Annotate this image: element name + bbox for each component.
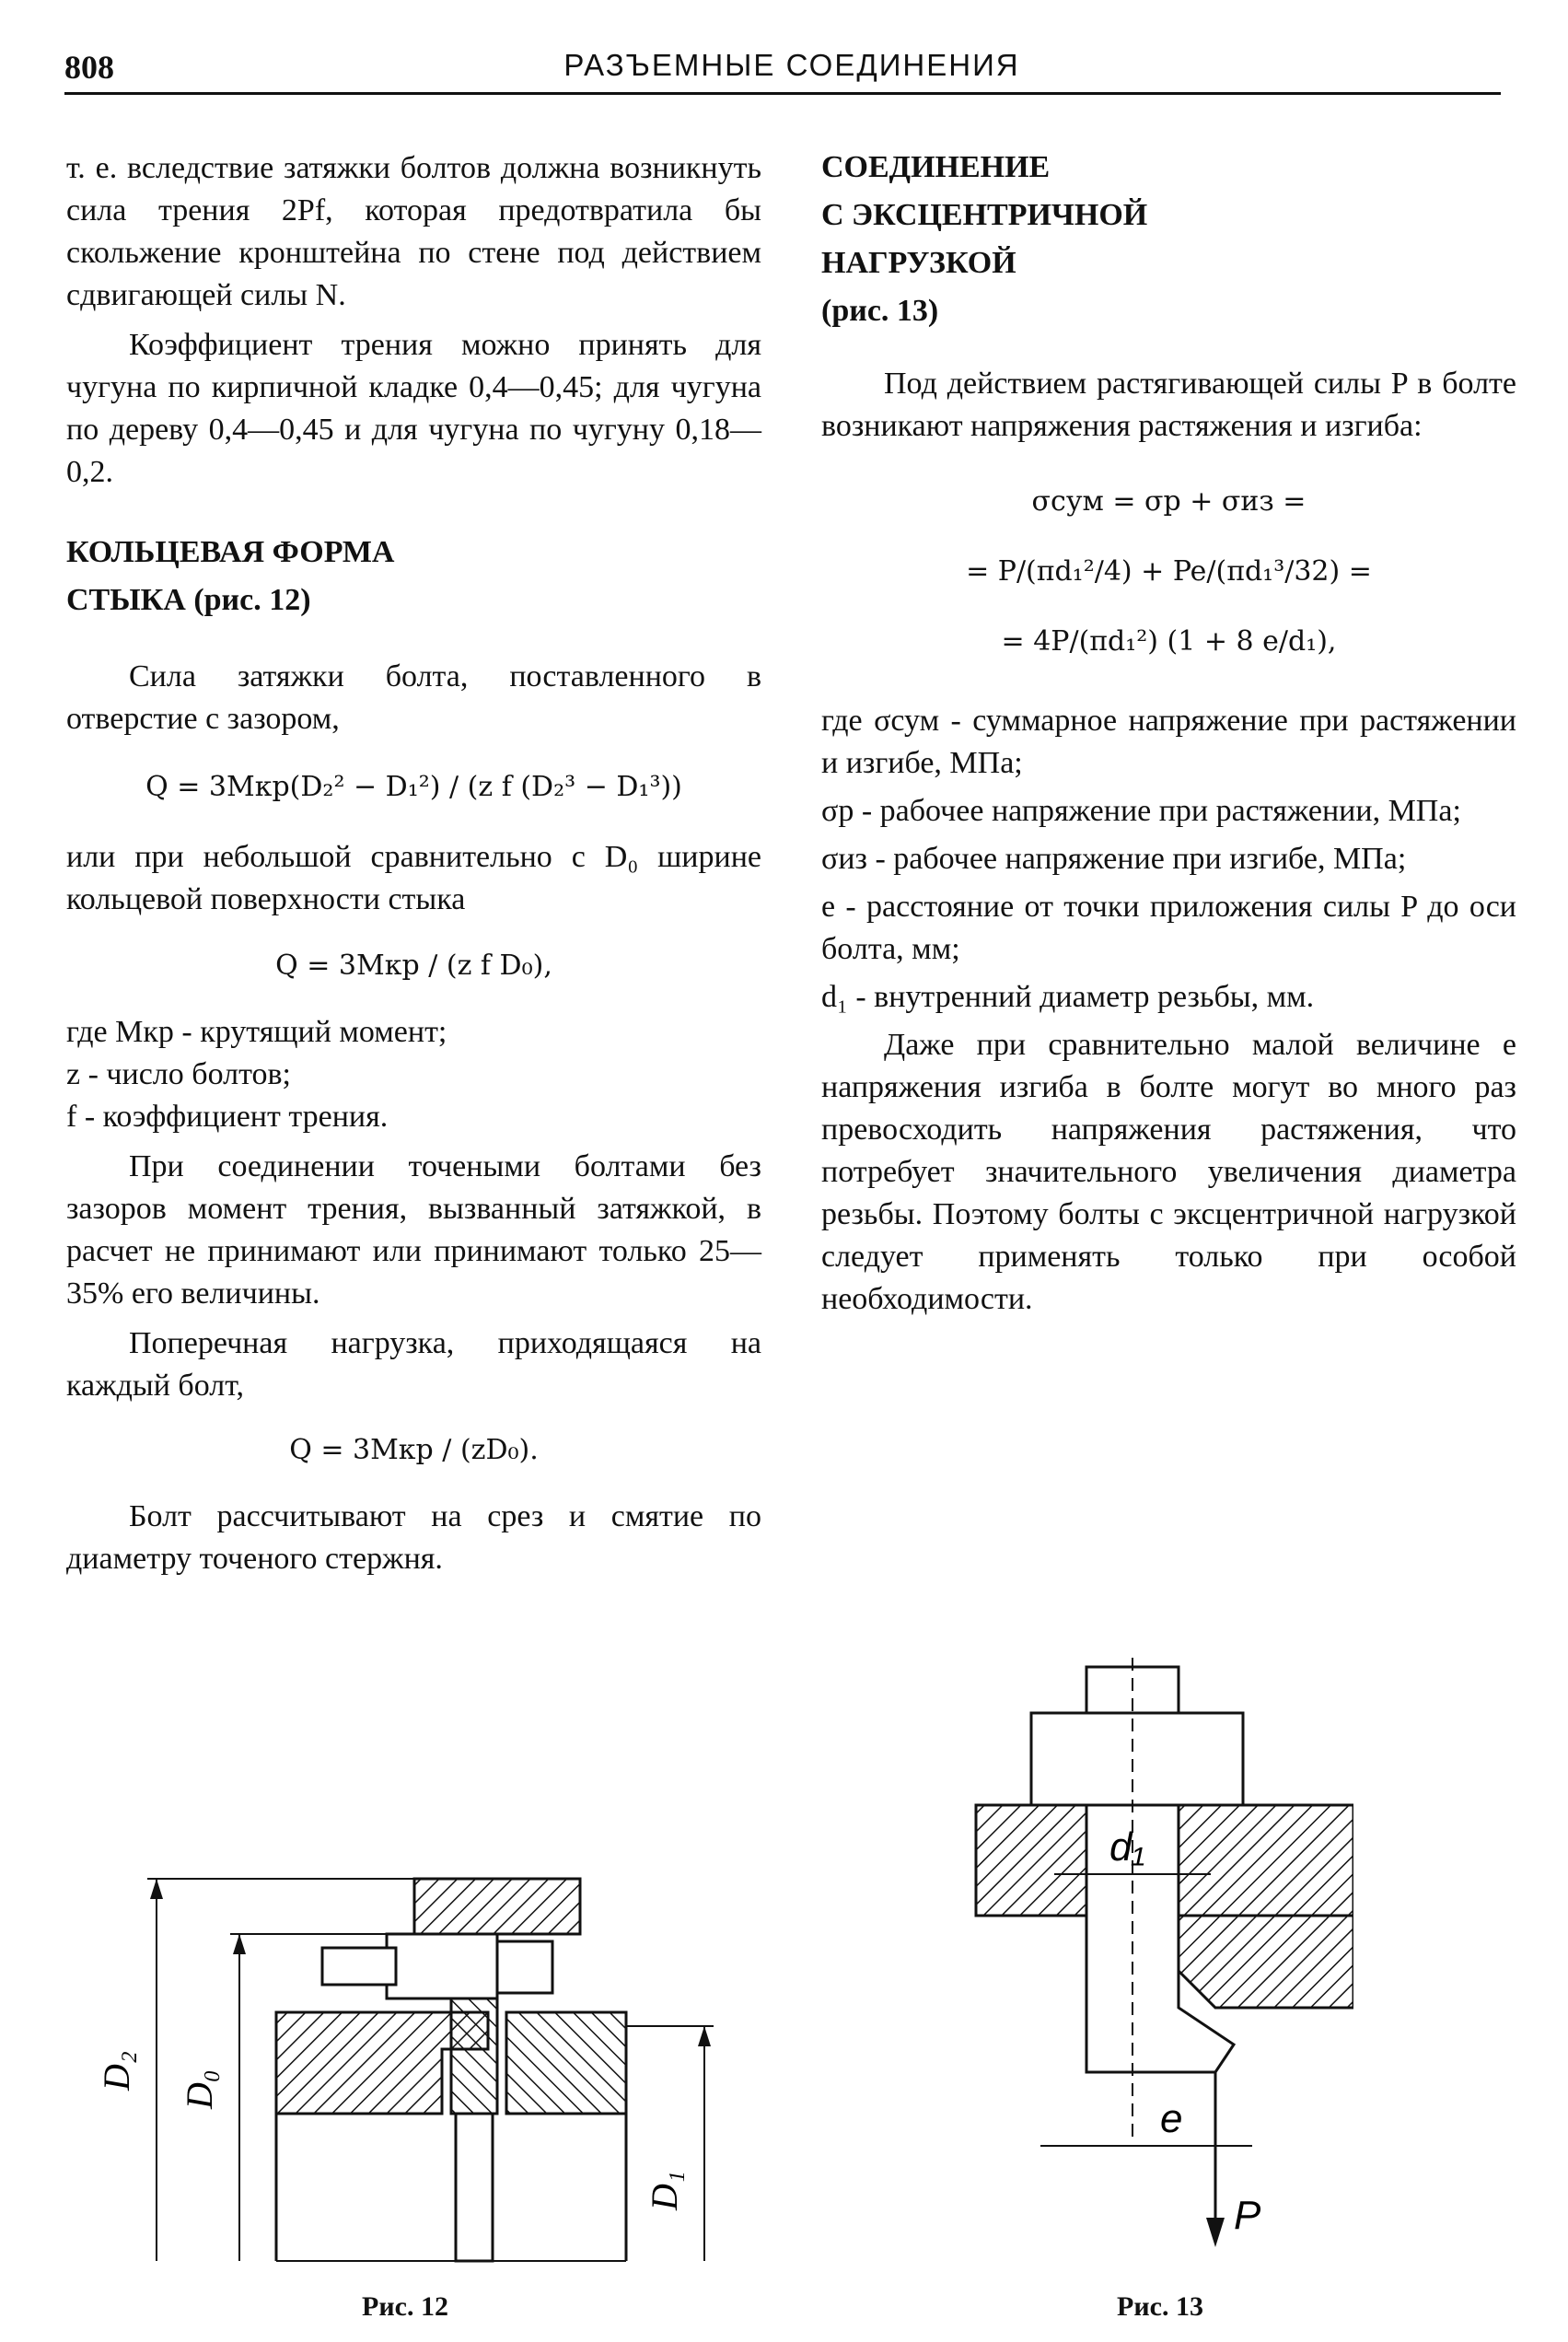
formula-stress-fractions: = P/(πd₁²/4) + Pe/(πd₁³/32) = — [966, 555, 1372, 588]
figure-12-caption: Рис. 12 — [362, 2291, 448, 2322]
figure-13-caption: Рис. 13 — [1117, 2291, 1203, 2322]
lower-part — [1179, 1916, 1353, 2008]
label-D0: D₀ — [179, 2069, 220, 2109]
formula-ring-friction: Q = 3Mкр(D₂² − D₁²) / (z f (D₂³ − D₁³)) — [145, 771, 682, 803]
definition-sigma-p: σр - рабочее напряжение при растяжении, МПа; — [821, 794, 1461, 828]
page-number: 808 — [64, 49, 114, 86]
section-heading-ring-1: КОЛЬЦЕВАЯ ФОРМА — [66, 535, 395, 569]
plate-right — [1179, 1805, 1353, 1916]
figure-13-eccentric-bolt — [967, 1658, 1353, 2266]
label-D2: D₂ — [96, 2051, 137, 2091]
bolt-nut — [387, 1934, 497, 1998]
definition-friction: f - коэффициент трения. — [66, 1100, 389, 1134]
running-title: РАЗЪЕМНЫЕ СОЕДИНЕНИЯ — [563, 48, 1020, 82]
section-heading-ring-2: СТЫКА (рис. 12) — [66, 583, 311, 617]
label-D1: D₁ — [644, 2171, 685, 2210]
left-paragraph-2: Коэффициент трения можно принять для чугуна по кирпичной кладке 0,4—0,45; для чугуна по дереву 0,4—0,45 и для чугуна по чугуну 0,18—0,2. — [66, 328, 761, 489]
left-paragraph-3: Сила затяжки болта, поставленного в отверстие с зазором, — [66, 659, 761, 736]
left-column — [66, 147, 761, 1588]
definition-bolt-count: z - число болтов; — [66, 1057, 291, 1091]
left-paragraph-1: т. е. вследствие затяжки болтов должна возникнуть сила трения 2Pf, которая предотвратила бы скольжение кронштейна по стене под действием сдвигающей силы N. — [66, 151, 761, 312]
section-heading-eccentric-3: НАГРУЗКОЙ — [821, 246, 1016, 280]
top-lug — [414, 1879, 580, 1934]
right-flange — [506, 2012, 626, 2114]
label-P: P — [1234, 2193, 1261, 2238]
shaft — [456, 2114, 493, 2261]
definition-eccentricity: e - расстояние от точки приложения силы P до оси болта, мм; — [821, 890, 1516, 966]
definition-sigma-bend: σиз - рабочее напряжение при изгибе, МПа; — [821, 842, 1407, 876]
section-heading-eccentric-2: С ЭКСЦЕНТРИЧНОЙ — [821, 198, 1148, 232]
left-paragraph-6: Поперечная нагрузка, приходящаяся на каждый болт, — [66, 1326, 761, 1403]
section-heading-eccentric-1: СОЕДИНЕНИЕ — [821, 150, 1051, 184]
right-paragraph-2: Даже при сравнительно малой величине e напряжения изгиба в болте могут во много раз превосходить напряжения растяжения, что потребует значительного увеличения диаметра резьбы. Поэтому болты с эксцентричной нагрузкой следует применять только при особой необходимости. — [821, 1028, 1516, 1316]
formula-transverse-load: Q = 3Mкр / (zD₀). — [289, 1434, 539, 1466]
figure-12-ring-joint — [92, 1860, 755, 2275]
right-column — [821, 147, 1516, 1328]
label-e: e — [1160, 2096, 1183, 2141]
label-d1: d₁ — [1109, 1824, 1145, 1870]
formula-stress-sum: σсум = σр + σиз = — [1031, 485, 1307, 518]
definition-torque: где Mкр - крутящий момент; — [66, 1015, 447, 1049]
formula-narrow-ring: Q = 3Mкр / (z f D₀), — [275, 950, 552, 982]
nut — [1031, 1713, 1243, 1805]
right-paragraph-1: Под действием растягивающей силы P в болте возникают напряжения растяжения и изгиба: — [821, 367, 1516, 443]
section-heading-eccentric-4: (рис. 13) — [821, 294, 939, 328]
definition-sigma-sum: где σсум - суммарное напряжение при растяжении и изгибе, МПа; — [821, 704, 1516, 780]
left-paragraph-5: При соединении точеными болтами без зазоров момент трения, вызванный затяжкой, в расчет не принимают или принимают только 25—35% его величины. — [66, 1149, 761, 1311]
definition-thread-diameter: d₁ - внутренний диаметр резьбы, мм. — [821, 980, 1315, 1014]
bolt-head — [322, 1948, 396, 1985]
left-paragraph-4: или при небольшой сравнительно с D₀ ширине кольцевой поверхности стыка — [66, 840, 761, 916]
formula-stress-final: = 4P/(πd₁²) (1 + 8 e/d₁), — [1001, 625, 1337, 658]
left-paragraph-7: Болт рассчитывают на срез и смятие по диаметру точеного стержня. — [66, 1499, 761, 1576]
header-rule — [64, 92, 1501, 95]
plate-left — [976, 1805, 1086, 1916]
